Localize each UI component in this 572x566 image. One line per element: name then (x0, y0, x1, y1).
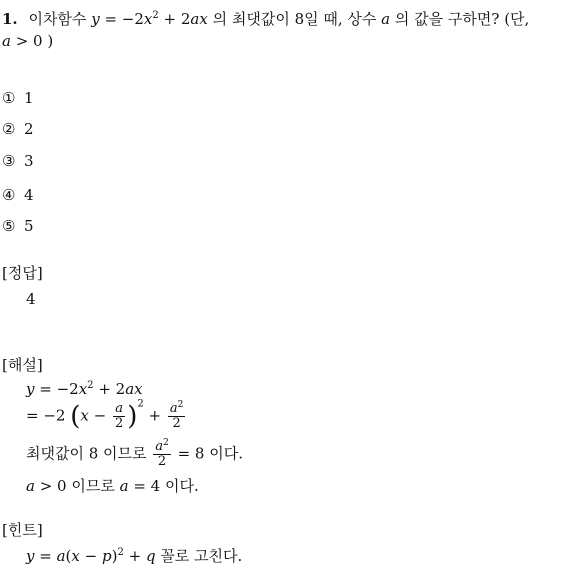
choice-value: 4 (24, 186, 34, 204)
fraction: $\frac{a^2}{2}$ (155, 438, 169, 469)
choice-value: 3 (24, 152, 34, 170)
choice-mark: ③ (2, 152, 16, 170)
choice-mark: ② (2, 120, 16, 138)
choice-1[interactable] (2, 89, 34, 107)
choice-4[interactable] (2, 186, 34, 204)
fraction: $\frac{a^2}{2}$ (169, 400, 184, 431)
choice-3[interactable] (2, 152, 34, 170)
explanation-line-1: $y = -2x^2 + 2ax$ (26, 380, 143, 398)
fraction: $\frac{a}{2}$ (114, 401, 124, 431)
choice-mark: ④ (2, 186, 16, 204)
answer-value: 4 (26, 290, 36, 308)
choice-mark: ⑤ (2, 217, 16, 235)
problem-function: $y = -2x^2 + 2ax$ (91, 10, 208, 28)
choice-2[interactable] (2, 120, 34, 138)
explanation-heading: [해설] (2, 356, 43, 374)
choice-5[interactable] (2, 217, 34, 235)
problem-text-mid: 의 최댓값이 8일 때, 상수 (212, 10, 377, 28)
explanation-line-4: a > 0 이므로 a = 4 이다. (26, 477, 199, 495)
problem-constant: a (381, 10, 391, 28)
explanation-line-2: = −2 (x − $\frac{a}{2}$ )$^2$ + $\frac{a^2}{2}$ (26, 398, 184, 432)
problem-number: 1. (2, 10, 18, 28)
hint-line: $y = a(x - p)^2 + q$ 꼴로 고친다. (26, 547, 243, 565)
hint-heading: [힌트] (2, 521, 43, 539)
problem-text-after: 의 값을 구하면? (단, (394, 10, 530, 28)
choice-value: 5 (24, 217, 34, 235)
problem-text-before: 이차함수 (28, 10, 87, 28)
explanation-line-3: 최댓값이 8 이므로 $\frac{a^2}{2}$ = 8 이다. (26, 438, 243, 469)
choice-value: 1 (24, 89, 34, 107)
choice-mark: ① (2, 89, 16, 107)
problem-condition: a > 0 ) (2, 32, 54, 50)
choice-value: 2 (24, 120, 34, 138)
answer-heading: [정답] (2, 264, 43, 282)
problem-line-1 (2, 8, 529, 29)
